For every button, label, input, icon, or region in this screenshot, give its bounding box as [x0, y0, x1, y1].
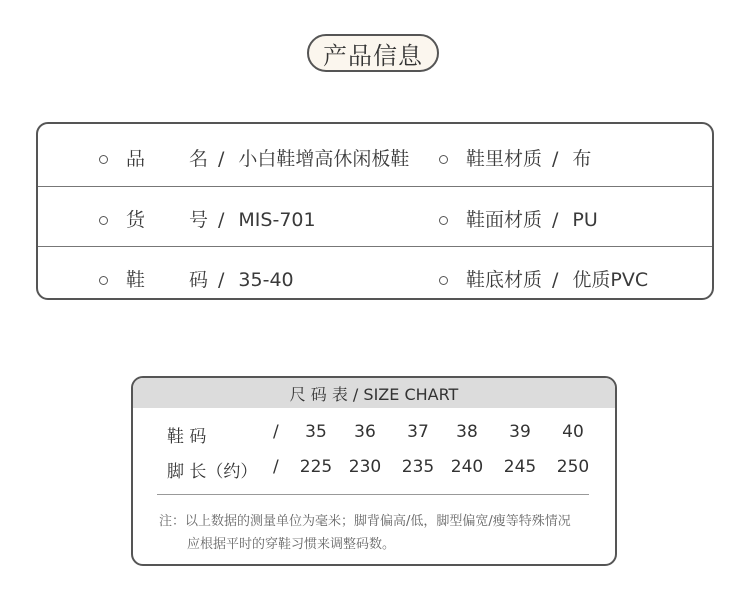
- size-row: [133, 422, 615, 446]
- info-label: 品名: [126, 148, 208, 170]
- size-row-label: 鞋 码: [167, 427, 207, 447]
- size-value: 38: [456, 422, 478, 442]
- size-note: [159, 510, 571, 556]
- info-label: 鞋里材质: [466, 148, 543, 170]
- info-value: 小白鞋增高休闲板鞋: [238, 148, 410, 170]
- size-chart-title: 尺 码 表 / SIZE CHART: [133, 378, 615, 408]
- section-title: [307, 34, 439, 72]
- info-label: 鞋码: [126, 269, 208, 291]
- length-value: 240: [450, 457, 484, 477]
- info-left-cell: [126, 144, 409, 171]
- info-left-cell: [126, 205, 316, 232]
- length-value: 225: [299, 457, 333, 477]
- info-right-cell: [466, 205, 598, 232]
- size-value: 36: [354, 422, 376, 442]
- size-note-line: 注：以上数据的测量单位为毫米；脚背偏高/低，脚型偏宽/瘦等特殊情况: [159, 514, 571, 529]
- separator: /: [218, 269, 225, 291]
- info-value: 布: [572, 148, 592, 170]
- size-value: 39: [509, 422, 531, 442]
- bullet-icon: [439, 155, 448, 164]
- bullet-icon: [439, 216, 448, 225]
- info-row: [38, 186, 712, 245]
- info-value: 35-40: [238, 269, 294, 291]
- size-value: 37: [407, 422, 429, 442]
- separator: /: [218, 209, 225, 231]
- separator: /: [552, 269, 559, 291]
- bullet-icon: [99, 216, 108, 225]
- info-right-cell: [466, 144, 591, 171]
- info-right-cell: [466, 265, 648, 292]
- length-value: 230: [348, 457, 382, 477]
- info-value: MIS-701: [238, 209, 316, 231]
- info-value: 优质PVC: [572, 269, 649, 291]
- bullet-icon: [99, 276, 108, 285]
- separator: /: [552, 209, 559, 231]
- info-row: [38, 246, 712, 300]
- section-title-text: 产品信息: [323, 41, 423, 70]
- bullet-icon: [99, 155, 108, 164]
- product-info-table: [36, 122, 714, 300]
- separator: /: [218, 148, 225, 170]
- info-label: 鞋面材质: [466, 209, 543, 231]
- size-value: 40: [562, 422, 584, 442]
- size-row-label: 脚 长（约）: [167, 462, 258, 482]
- size-note-line: 应根据平时的穿鞋习惯来调整码数。: [187, 537, 396, 552]
- info-row: [38, 126, 712, 184]
- length-value: 235: [401, 457, 435, 477]
- length-value: 250: [556, 457, 590, 477]
- info-label: 货号: [126, 209, 208, 231]
- separator: /: [273, 422, 279, 442]
- info-left-cell: [126, 265, 294, 292]
- separator: /: [552, 148, 559, 170]
- divider: [157, 494, 589, 495]
- size-value: 35: [305, 422, 327, 442]
- info-label: 鞋底材质: [466, 269, 543, 291]
- bullet-icon: [439, 276, 448, 285]
- info-value: PU: [572, 209, 598, 231]
- separator: /: [273, 457, 279, 477]
- size-row: [133, 457, 615, 481]
- size-chart: [131, 376, 617, 566]
- length-value: 245: [503, 457, 537, 477]
